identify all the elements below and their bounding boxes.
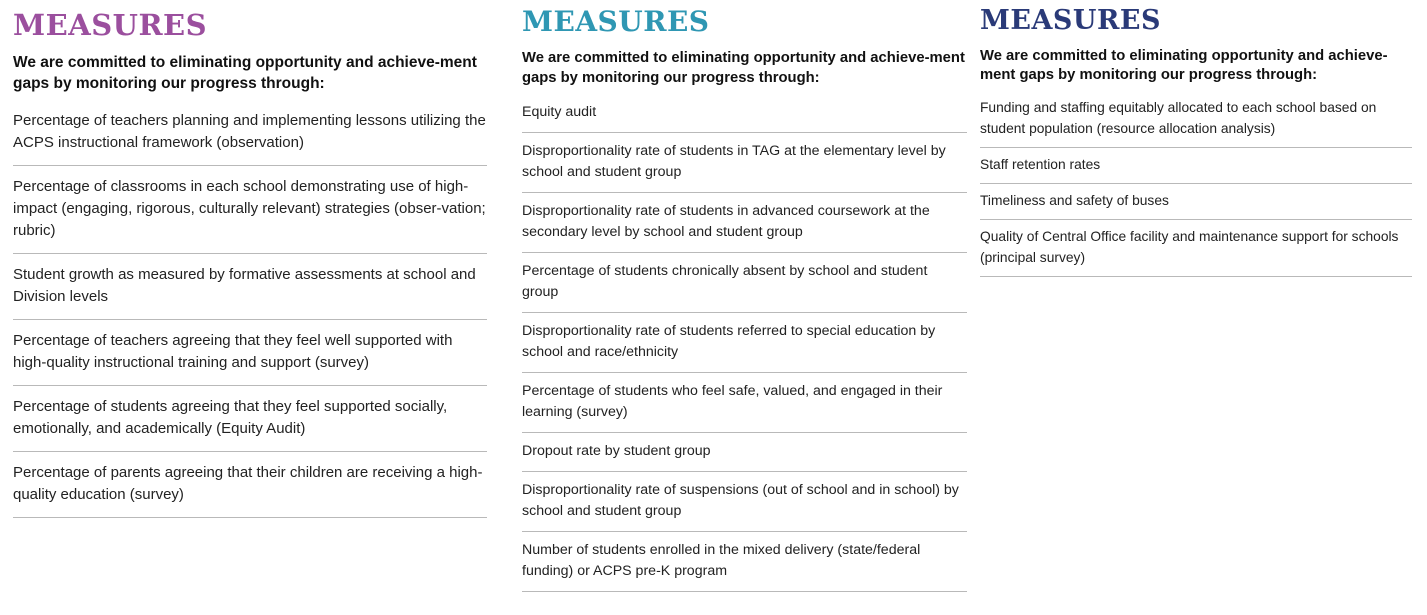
list-item: Percentage of classrooms in each school demonstrating use of high-impact (engaging, rigorous, culturally relevant) strategies (obser-vation; rubric) bbox=[13, 166, 487, 254]
list-item: Number of students enrolled in the mixed delivery (state/federal funding) or ACPS pre-K program bbox=[522, 532, 967, 592]
list-item: Disproportionality rate of students referred to special education by school and race/ethnicity bbox=[522, 313, 967, 373]
intro-text: We are committed to eliminating opportunity and achieve-ment gaps by monitoring our progress through: bbox=[13, 54, 477, 92]
intro-text: We are committed to eliminating opportunity and achieve-ment gaps by monitoring our progress through: bbox=[980, 48, 1388, 83]
list-item: Staff retention rates bbox=[980, 148, 1412, 184]
measures-column-2 bbox=[522, 5, 967, 592]
list-item: Percentage of students who feel safe, valued, and engaged in their learning (survey) bbox=[522, 373, 967, 433]
list-item: Percentage of students chronically absent by school and student group bbox=[522, 253, 967, 313]
measures-list bbox=[522, 94, 967, 592]
list-item: Disproportionality rate of students in advanced coursework at the secondary level by school and student group bbox=[522, 193, 967, 253]
list-item: Disproportionality rate of students in TAG at the elementary level by school and student group bbox=[522, 133, 967, 193]
list-item: Student growth as measured by formative assessments at school and Division levels bbox=[13, 254, 487, 320]
list-item: Equity audit bbox=[522, 94, 967, 133]
intro-text: We are committed to eliminating opportunity and achieve-ment gaps by monitoring our progress through: bbox=[522, 50, 965, 86]
measures-column-1 bbox=[13, 8, 487, 518]
list-item: Percentage of students agreeing that they feel supported socially, emotionally, and academically (Equity Audit) bbox=[13, 386, 487, 452]
measures-heading: MEASURES bbox=[522, 5, 710, 38]
measures-heading: MEASURES bbox=[13, 8, 208, 42]
list-item: Percentage of teachers agreeing that they feel well supported with high-quality instructional training and support (survey) bbox=[13, 320, 487, 386]
measures-column-3 bbox=[980, 4, 1412, 277]
measures-list bbox=[980, 91, 1412, 277]
list-item: Percentage of parents agreeing that their children are receiving a high-quality education (survey) bbox=[13, 452, 487, 518]
list-item: Quality of Central Office facility and maintenance support for schools (principal survey) bbox=[980, 220, 1412, 277]
list-item: Disproportionality rate of suspensions (out of school and in school) by school and student group bbox=[522, 472, 967, 532]
list-item: Funding and staffing equitably allocated to each school based on student population (resource allocation analysis) bbox=[980, 91, 1412, 148]
list-item: Timeliness and safety of buses bbox=[980, 184, 1412, 220]
measures-list bbox=[13, 100, 487, 518]
list-item: Percentage of teachers planning and implementing lessons utilizing the ACPS instructional framework (observation) bbox=[13, 100, 487, 166]
measures-heading: MEASURES bbox=[980, 5, 1161, 36]
list-item: Dropout rate by student group bbox=[522, 433, 967, 472]
